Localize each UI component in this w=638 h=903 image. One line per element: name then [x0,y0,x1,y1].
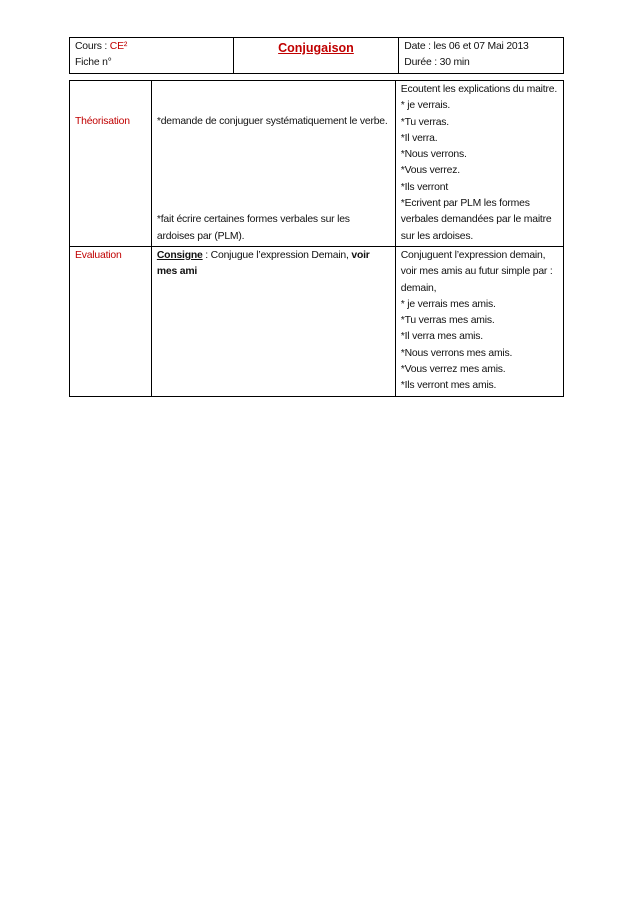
table-row-evaluation [70,246,564,396]
instruction-bold: voir mes ami [156,249,370,278]
phase-label-theorisation: Théorisation [75,116,130,127]
page-title: Conjugaison [278,41,354,55]
course-label: Cours : [75,41,110,52]
teacher-cell [151,81,395,247]
title-cell [233,38,399,74]
student-line: Conjuguent l’expression demain, voir mes amis au futur simple par : demain, [400,249,553,294]
students-cell [395,246,563,396]
lesson-duration: Durée : 30 min [404,57,470,69]
header-table [69,37,564,74]
students-cell [395,81,563,247]
student-line: * je verrais mes amis. [400,298,496,310]
student-line: *Tu verras mes amis. [400,315,495,327]
course-cell [70,38,234,74]
student-line: *Nous verrons. [400,149,467,161]
teacher-action-2: *fait écrire certaines formes verbales sur les ardoises par (PLM). [156,214,350,242]
student-line: * je verrais. [400,100,451,112]
instruction-label: Consigne [156,249,203,261]
student-line: *Il verra. [400,132,438,144]
lesson-table [69,80,564,397]
student-line: *Vous verrez. [400,165,460,177]
course-level: CE² [109,41,128,52]
student-line: Ecoutent les explications du maitre. [400,84,557,95]
table-row-theorisation [70,81,564,247]
student-line: *Il verra mes amis. [400,331,483,343]
teacher-action-1: *demande de conjuguer systématiquement le verbe. [156,116,388,127]
sheet-number: Fiche n° [75,57,112,69]
phase-label-evaluation: Evaluation [75,249,122,261]
student-line: *Tu verras. [400,116,449,128]
phase-cell [70,81,152,247]
instruction-cell [151,246,395,396]
student-line: *Ils verront mes amis. [400,380,497,392]
student-line: *Ecrivent par PLM les formes verbales demandées par le maitre sur les ardoises. [400,198,552,242]
lesson-date: Date : les 06 et 07 Mai 2013 [404,41,529,52]
student-line: *Nous verrons mes amis. [400,347,513,359]
student-line: *Vous verrez mes amis. [400,364,506,376]
phase-cell [70,246,152,396]
date-cell [399,38,564,74]
student-line: *Ils verront [400,181,449,193]
instruction-text: : Conjugue l’expression Demain, [202,249,352,261]
